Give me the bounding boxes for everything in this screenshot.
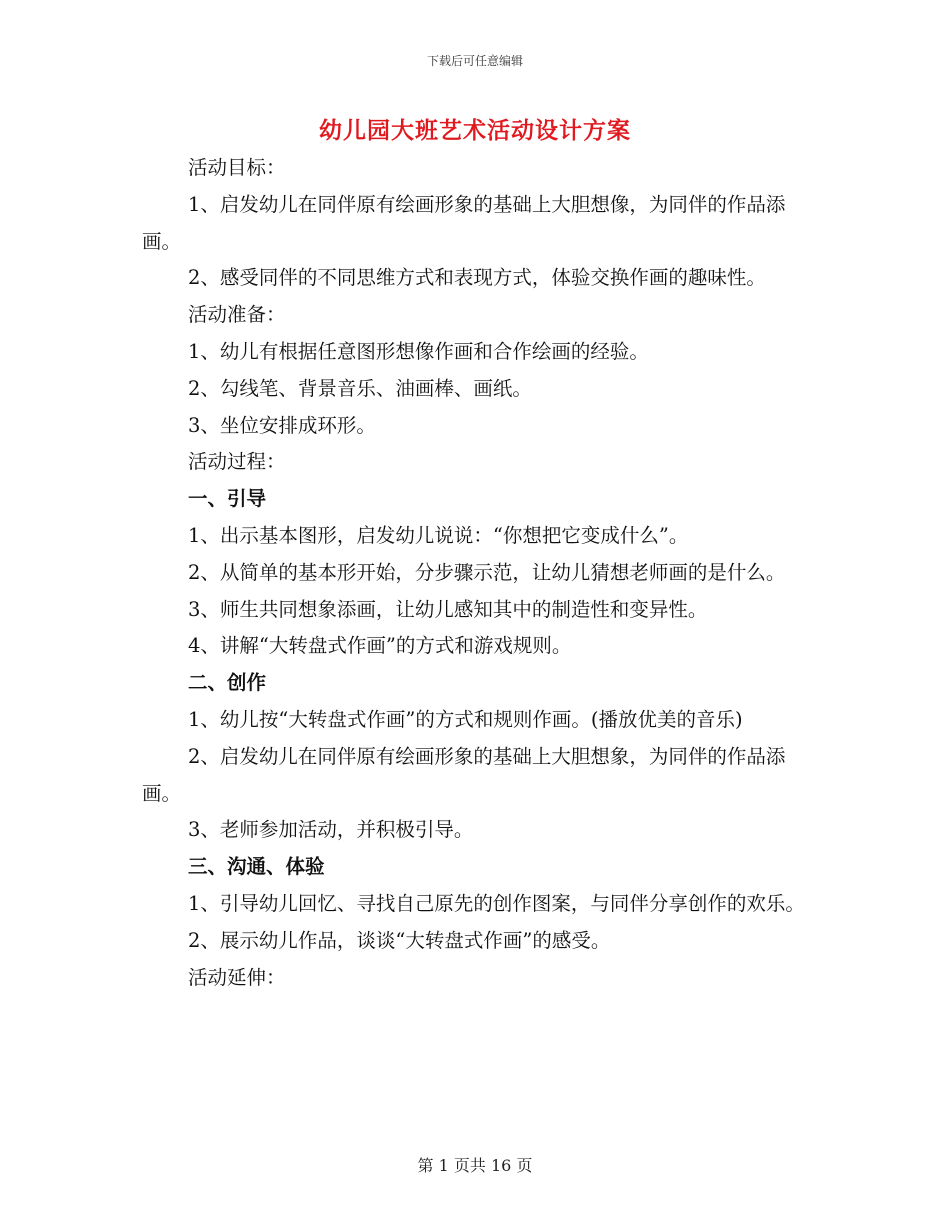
paragraph-create-1: 1、幼儿按“大转盘式作画”的方式和规则作画。(播放优美的音乐) — [188, 707, 743, 731]
page-header: 下载后可任意编辑 — [426, 54, 523, 68]
paragraph-preparation-1: 1、幼儿有根据任意图形想像作画和合作绘画的经验。 — [188, 339, 649, 363]
paragraph-extension-heading: 活动延伸： — [188, 965, 286, 989]
paragraph-guide-3: 3、师生共同想象添画，让幼儿感知其中的制造性和变异性。 — [188, 597, 708, 621]
paragraph-goal-1: 1、启发幼儿在同伴原有绘画形象的基础上大胆想像，为同伴的作品添画。 — [142, 192, 786, 253]
page-footer: 第 1 页共 16 页 — [417, 1156, 533, 1175]
paragraph-communicate-2: 2、展示幼儿作品，谈谈“大转盘式作画”的感受。 — [188, 928, 611, 952]
section-heading-guide: 一、引导 — [188, 487, 267, 511]
paragraph-goal-2: 2、感受同伴的不同思维方式和表现方式，体验交换作画的趣味性。 — [188, 266, 766, 290]
document-title: 幼儿园大班艺术活动设计方案 — [319, 117, 631, 144]
document-body — [142, 150, 814, 996]
paragraph-preparation-3: 3、坐位安排成环形。 — [188, 413, 376, 437]
paragraph-preparation-2: 2、勾线笔、背景音乐、油画棒、画纸。 — [188, 376, 532, 400]
paragraph-process-heading: 活动过程： — [188, 450, 286, 474]
paragraph-create-3: 3、老师参加活动，并积极引导。 — [188, 818, 474, 842]
paragraph-preparation-heading: 活动准备： — [188, 303, 286, 327]
section-heading-communicate: 三、沟通、体验 — [188, 855, 325, 879]
paragraph-create-2: 2、启发幼儿在同伴原有绘画形象的基础上大胆想象，为同伴的作品添画。 — [142, 744, 786, 805]
paragraph-guide-2: 2、从简单的基本形开始，分步骤示范，让幼儿猜想老师画的是什么。 — [188, 560, 786, 584]
paragraph-communicate-1: 1、引导幼儿回忆、寻找自己原先的创作图案，与同伴分享创作的欢乐。 — [188, 891, 805, 915]
paragraph-goals-heading: 活动目标： — [188, 156, 286, 179]
section-heading-create: 二、创作 — [188, 671, 267, 695]
paragraph-guide-4: 4、讲解“大转盘式作画”的方式和游戏规则。 — [188, 634, 572, 658]
paragraph-guide-1: 1、出示基本图形，启发幼儿说说：“你想把它变成什么”。 — [188, 523, 689, 547]
